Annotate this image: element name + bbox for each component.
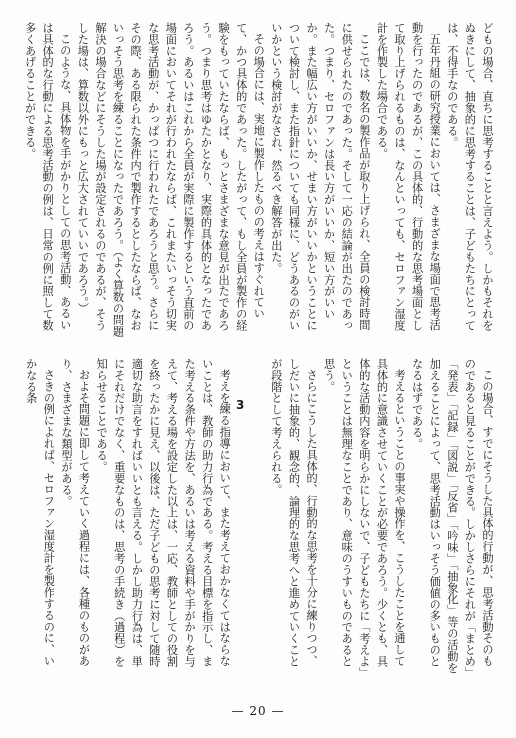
paragraph: 五年丹組の研究授業においては、さまざまな場面で思考活動を行ったのであるが、この具体的、行動的な思考場面として取り上げられるものは、なんといっても、セロファン湿度計を作製した場合である。 [375,22,442,332]
paragraph: さらにこうした具体的、行動的な思考を十分に練りつつ、しだいに抽象的、観念的、論理的な思考へと進めていくことが段階として考えられる。 [269,358,319,668]
paragraph: 考えるということの事実や操作を、こうしたことを通して具体的に意識させていくことが必要であろう。少くとも、具体的な活動内容を明らかにしないで、子どもたちに「考えよ」ということは無理なことであり、意味のうすいものであると思う。 [322,358,407,673]
paragraph: さきの例によれば、セロファン湿度計を製作するのに、いかなる条 [24,358,56,667]
paragraph: どもの場合、直ちに思考することと言えよう。しかもそれをぬきにして、抽象的に思考することは、子どもたちにとっては、不得手なのである。 [445,22,494,332]
upper-text-column [16,22,496,340]
lower-text-column [16,358,496,676]
paragraph: このような、具体物を手がかりとしての思考活動、あるいは具体的な行動による思考活動の例は、日常の例に照して数多くあげることができる。 [23,22,72,332]
paragraph: 考えを練る指導において、また考えておかなくてはならないことは、教師の助力行為である。考える目標を指示し、また考える条件や方法を、あるいは考える資料や手がかりを与えて、考える場を設定した以上は、一応、教師としての役割を終ったかに見え、以後は、ただ子どもの思考に対して随時適切な助言をすればいいとも言える。しかし助力行為は、単にそれだけでなく、重要なものは、思考の手続き（過程）を知らせることである。 [95,358,232,668]
page-number: — 20 — [231,704,285,718]
paragraph: その場合には、実地に製作したものの考えはすぐれていて、かつ具体的であった。したがって、もし全員が製作の経験をもっていたならば、もっとさまざまな意見が出たであろう。つまり思考はゆたかとなり、実際的具体的となったであろう。あるいはこれから全員が実際に製作するという直前の場面においてそれが行われたならば、これまたいっそう切実な思考活動が、かっぱつに行われたであろうと思う。さらにその際、ある限られた条件内で製作するとしたならば、なおいっそう思考を練ることになったであろう。（よく算数の問題解決の場合などにそうした場が設定されるのであるが、そうした場は、算数以外にもっと広大されていいであろう。） [76,22,266,337]
paragraph: この場合、すでにそうした具体的行動が、思考活動そのものであると見ることができる。しかしさらにそれが「まとめ」「発表」「記録」「図説」「反省」「吟味」「抽象化」等の活動を加えることによって、思考活動はいっそう価値の多いものとなるはずである。 [410,358,494,674]
paragraph: およそ問題に即して考えていく過程には、各種のものがあり、さまざまな類型がある。 [59,358,91,667]
section-number: 3 [236,398,245,412]
paragraph: ここでは、数名の製作品が取り上げられ、全員の検討時間に供せられたのであった。そして一応の結論が出たのであった。つまり、セロファンは長い方がいいか、短い方がいいか。また幅広い方がいいか、せまい方がいいかということについて検討し、また指針についても同様に、どうあるのがいいかという検討がなされ、然るべき解答が出た。 [269,22,371,332]
